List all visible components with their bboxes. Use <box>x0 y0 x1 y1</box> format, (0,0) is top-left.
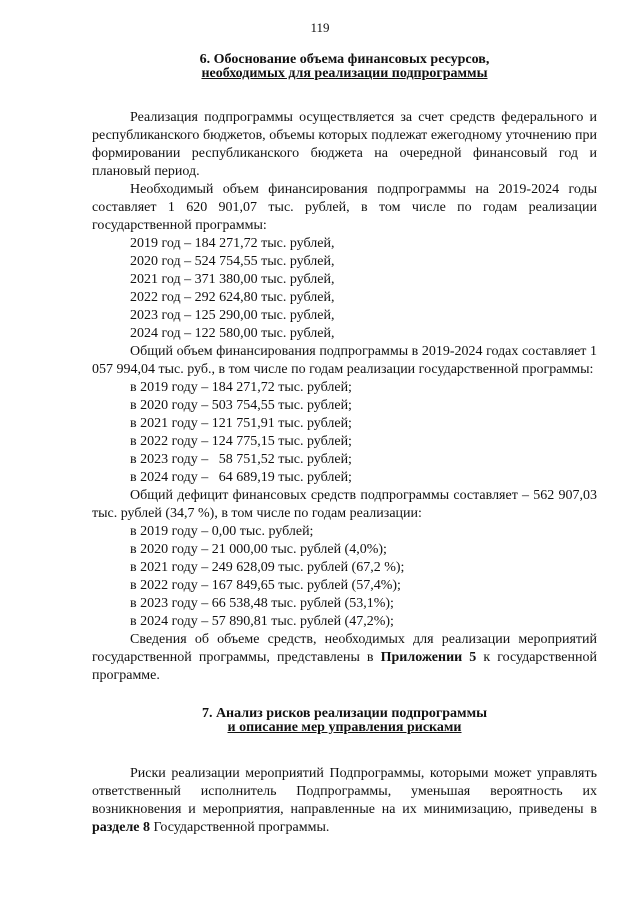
section-7-title-line2: и описание мер управления рисками <box>227 720 462 735</box>
total-funding-by-year-list <box>92 379 597 487</box>
appendix-reference: Приложении 5 <box>380 650 477 665</box>
list-item: в 2019 году – 0,00 тыс. рублей; <box>130 524 314 539</box>
paragraph-text: к государственной программе. <box>92 650 597 683</box>
list-item: в 2022 году – 167 849,65 тыс. рублей (57,4%); <box>130 578 401 593</box>
list-item: в 2020 году – 21 000,00 тыс. рублей (4,0%); <box>130 542 387 557</box>
section-7-title <box>92 707 597 735</box>
list-item: 2020 год – 524 754,55 тыс. рублей, <box>130 254 335 269</box>
list-item: 2022 год – 292 624,80 тыс. рублей, <box>130 290 335 305</box>
list-item: 2019 год – 184 271,72 тыс. рублей, <box>130 236 335 251</box>
section-6-paragraph-1: Реализация подпрограммы осуществляется за счет средств федерального и республиканского бюджетов, объемы которых подлежат ежегодному уточнению при формировании республиканского бюджета на очередной финансовый год и плановый период. <box>92 110 597 179</box>
list-item: в 2023 году – 58 751,52 тыс. рублей; <box>130 452 352 467</box>
funding-by-year-list <box>92 235 597 343</box>
section-6-title-line1: 6. Обоснование объема финансовых ресурсов, <box>199 52 490 67</box>
list-item: в 2023 году – 66 538,48 тыс. рублей (53,1%); <box>130 596 394 611</box>
list-item: 2021 год – 371 380,00 тыс. рублей, <box>130 272 335 287</box>
list-item: в 2024 году – 57 890,81 тыс. рублей (47,2%); <box>130 614 394 629</box>
paragraph-text: Сведения об объеме средств, необходимых для реализации мероприятий государственной программы, представлены в <box>92 632 597 665</box>
section-6-title <box>92 53 597 81</box>
section-6-paragraph-2: Необходимый объем финансирования подпрограммы на 2019-2024 годы составляет 1 620 901,07 тыс. рублей, в том числе по годам реализации государственной программы: <box>92 182 597 233</box>
list-item: в 2020 году – 503 754,55 тыс. рублей; <box>130 398 352 413</box>
list-item: 2024 год – 122 580,00 тыс. рублей, <box>130 326 335 341</box>
section-6-paragraph-4: Общий дефицит финансовых средств подпрограммы составляет – 562 907,03 тыс. рублей (34,7 %), в том числе по годам реализации: <box>92 488 597 521</box>
section-7-paragraph-1 <box>92 765 597 837</box>
document-body <box>92 53 597 837</box>
section-6-title-line2: необходимых для реализации подпрограммы <box>201 66 488 81</box>
list-item: в 2024 году – 64 689,19 тыс. рублей; <box>130 470 352 485</box>
page-number: 119 <box>310 20 330 35</box>
section-6-paragraph-5 <box>92 631 597 685</box>
section-6-paragraph-3: Общий объем финансирования подпрограммы в 2019-2024 годах составляет 1 057 994,04 тыс. руб., в том числе по годам реализации государственной программы: <box>92 344 597 377</box>
list-item: в 2022 году – 124 775,15 тыс. рублей; <box>130 434 352 449</box>
deficit-by-year-list <box>92 523 597 631</box>
paragraph-text: Государственной программы. <box>150 820 330 835</box>
list-item: 2023 год – 125 290,00 тыс. рублей, <box>130 308 335 323</box>
section-7-title-line1: 7. Анализ рисков реализации подпрограммы <box>201 706 488 721</box>
list-item: в 2021 году – 121 751,91 тыс. рублей; <box>130 416 352 431</box>
list-item: в 2019 году – 184 271,72 тыс. рублей; <box>130 380 352 395</box>
list-item: в 2021 году – 249 628,09 тыс. рублей (67,2 %); <box>130 560 405 575</box>
paragraph-text: Риски реализации мероприятий Подпрограммы, которыми может управлять ответственный исполнитель Подпрограммы, уменьшая вероятность их возникновения и мероприятия, направленные на их минимизацию, приведены в <box>92 766 597 817</box>
section-reference: разделе 8 <box>92 820 151 835</box>
